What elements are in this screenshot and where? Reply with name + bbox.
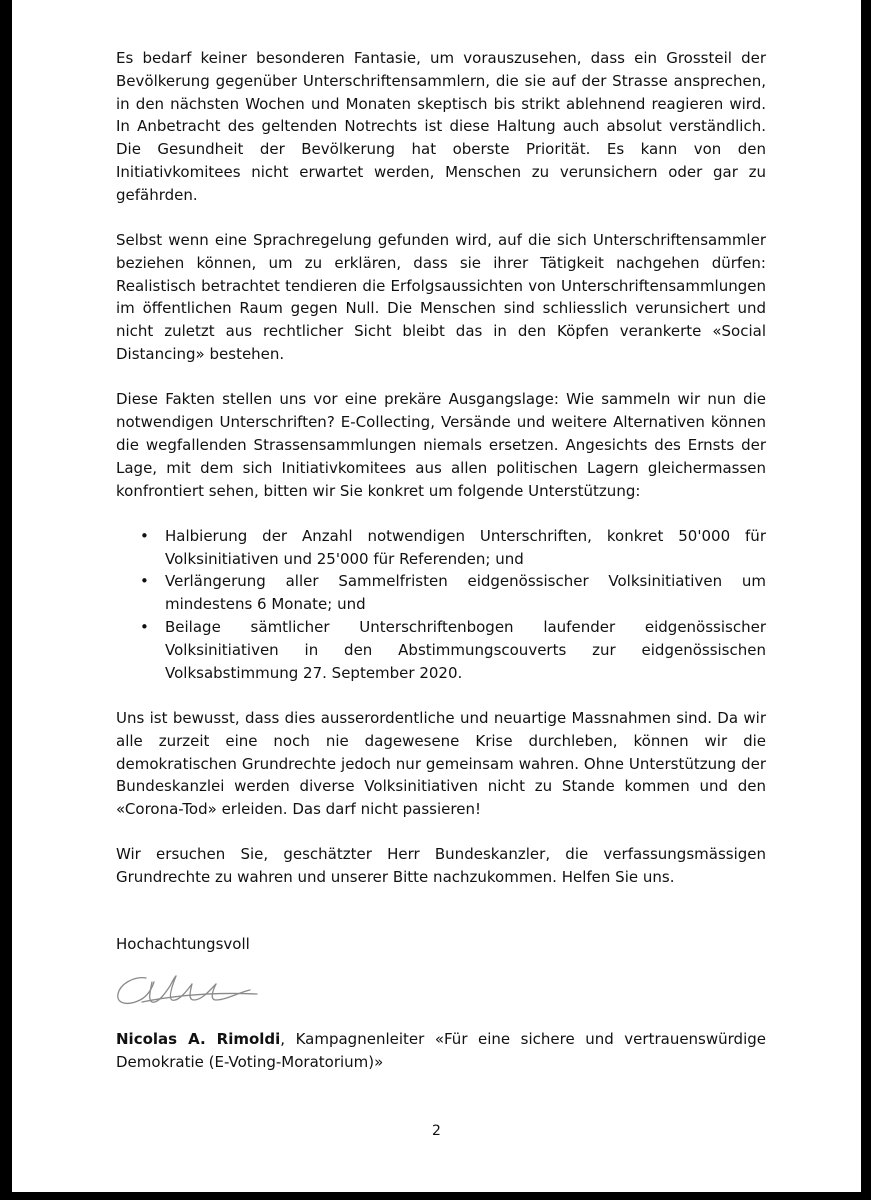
- document-page: [12, 0, 861, 1192]
- page-number: 2: [432, 1123, 441, 1139]
- closing-salutation: Hochachtungsvoll: [116, 935, 250, 953]
- signatory-name: Nicolas A. Rimoldi: [116, 1029, 281, 1048]
- paragraph-extraordinary-measures: Uns ist bewusst, dass dies ausserordentliche und neuartige Massnahmen sind. Da wir alle zurzeit eine noch nie dagewesene Krise durchleben, können wir die demokratischen Grundrechte jedoch nur gemeinsam wahren. Ohne Unterstützung der Bundeskanzlei werden diverse Volksinitiativen nicht zu Stande kommen und den «Corona-Tod» erleiden. Das darf nicht passieren!: [116, 708, 766, 819]
- request-item-enclosure: • Beilage sämtlicher Unterschriftenbogen laufender eidgenössischer Volksinitiativen in den Abstimmungscouverts zur eidgenössischen Volksabstimmung 27. September 2020.: [165, 616, 766, 684]
- paragraph-request-intro: Diese Fakten stellen uns vor eine prekäre Ausgangslage: Wie sammeln wir nun die notwendigen Unterschriften? E-Collecting, Versände und weitere Alternativen können die wegfallenden Strassensammlungen niemals ersetzen. Angesichts des Ernsts der Lage, mit dem sich Initiativkomitees aus allen politischen Lagern gleichermassen konfrontiert sehen, bitten wir Sie konkret um folgende Unterstützung:: [116, 390, 766, 500]
- signatory-line: [116, 1028, 766, 1074]
- letter-body: [116, 47, 766, 1073]
- signatory-block: [116, 1028, 766, 1074]
- request-list: [116, 525, 766, 685]
- request-item-halving: • Halbierung der Anzahl notwendigen Unterschriften, konkret 50'000 für Volksinitiativen und 25'000 für Referenden; und: [165, 525, 766, 571]
- paragraph-appeal: Wir ersuchen Sie, geschätzter Herr Bundeskanzler, die verfassungsmässigen Grundrechte zu wahren und unserer Bitte nachzukommen. Helfen Sie uns.: [116, 845, 766, 887]
- signatory-role: , Kampagnenleiter «Für eine sichere und vertrauenswürdige Demokratie (E-Voting-Moratorium)»: [116, 1029, 766, 1071]
- paragraph-public-skepticism: Es bedarf keiner besonderen Fantasie, um vorauszusehen, dass ein Grossteil der Bevölkerung gegenüber Unterschriftensammlern, die sie auf der Strasse ansprechen, in den nächsten Wochen und Monaten skeptisch bis strikt ablehnend reagieren wird. In Anbetracht des geltenden Notrechts ist diese Haltung auch absolut verständlich. Die Gesundheit der Bevölkerung hat oberste Priorität. Es kann von den Initiativkomitees nicht erwartet werden, Menschen zu verunsichern oder gar zu gefährden.: [116, 49, 766, 204]
- paragraph-success-prospects: Selbst wenn eine Sprachregelung gefunden wird, auf die sich Unterschriftensammler beziehen können, um zu erklären, dass sie ihrer Tätigkeit nachgehen dürfen: Realistisch betrachtet tendieren die Erfolgsaussichten von Unterschriftensammlungen im öffentlichen Raum gegen Null. Die Menschen sind schliesslich verunsichert und nicht zuletzt aus rechtlicher Sicht bleibt das in den Köpfen verankerte «Social Distancing» bestehen.: [116, 231, 766, 364]
- handwritten-signature: [112, 962, 262, 1018]
- request-item-extension: • Verlängerung aller Sammelfristen eidgenössischer Volksinitiativen um mindestens 6 Monate; und: [165, 570, 766, 616]
